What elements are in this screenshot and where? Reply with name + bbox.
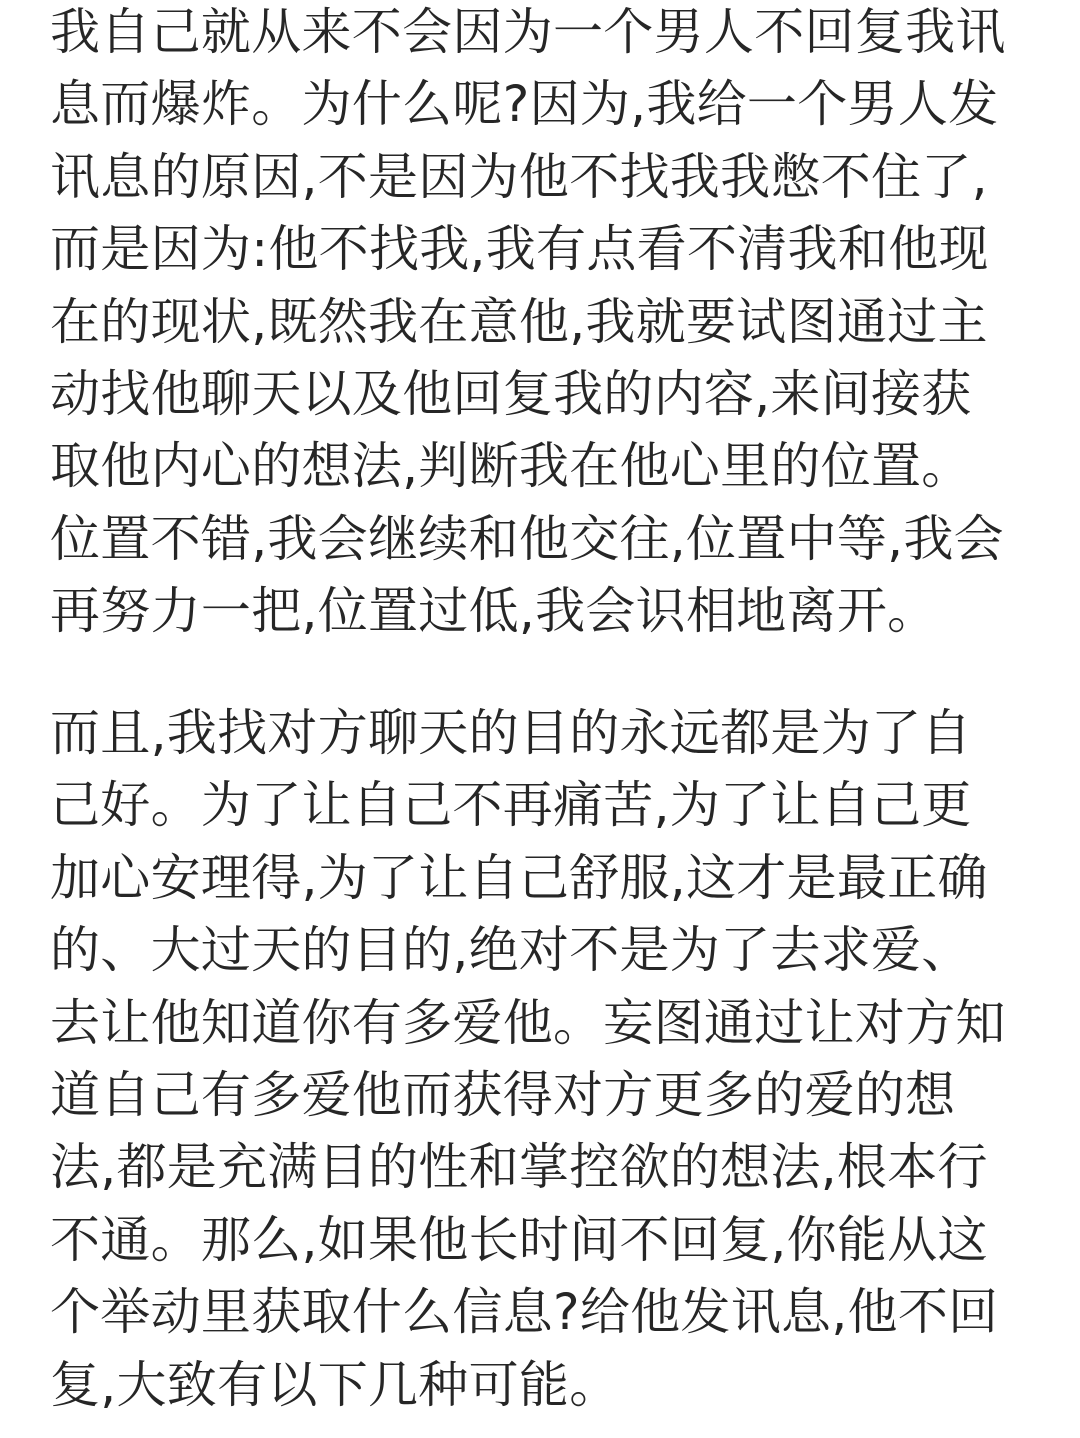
text-line: 加心安理得,为了让自己舒服,这才是最正确 <box>50 848 988 907</box>
text-line: 而且,我找对方聊天的目的永远都是为了自 <box>50 704 972 762</box>
text-line: 个举动里获取什么信息?给他发讯息,他不回 <box>50 1283 999 1342</box>
text-line: 在的现状,既然我在意他,我就要试图通过主 <box>50 292 988 351</box>
text-line: 动找他聊天以及他回复我的内容,来间接获 <box>50 364 972 423</box>
text-line: 去让他知道你有多爱他。妄图通过让对方知 <box>50 993 1006 1052</box>
text-line: 而是因为:他不找我,我有点看不清我和他现 <box>50 220 989 279</box>
text-line: 己好。为了让自己不再痛苦,为了让自己更 <box>50 776 972 835</box>
text-line: 再努力一把,位置过低,我会识相地离开。 <box>50 582 938 641</box>
paragraph-2 <box>50 697 1050 1421</box>
text-line: 位置不错,我会继续和他交往,位置中等,我会 <box>50 509 1004 568</box>
paragraph-1 <box>50 0 1050 648</box>
text-line: 不通。那么,如果他长时间不回复,你能从这 <box>50 1210 988 1269</box>
text-line: 取他内心的想法,判断我在他心里的位置。 <box>50 437 972 496</box>
text-line: 讯息的原因,不是因为他不找我我憋不住了, <box>50 147 988 206</box>
text-line: 道自己有多爱他而获得对方更多的爱的想 <box>50 1065 956 1124</box>
text-line: 息而爆炸。为什么呢?因为,我给一个男人发 <box>50 75 999 134</box>
text-line: 复,大致有以下几种可能。 <box>50 1355 620 1414</box>
text-line: 法,都是充满目的性和掌控欲的想法,根本行 <box>50 1138 988 1197</box>
text-line: 的、大过天的目的,绝对不是为了去求爱、 <box>50 921 972 980</box>
text-line: 我自己就从来不会因为一个男人不回复我讯 <box>50 3 1006 61</box>
